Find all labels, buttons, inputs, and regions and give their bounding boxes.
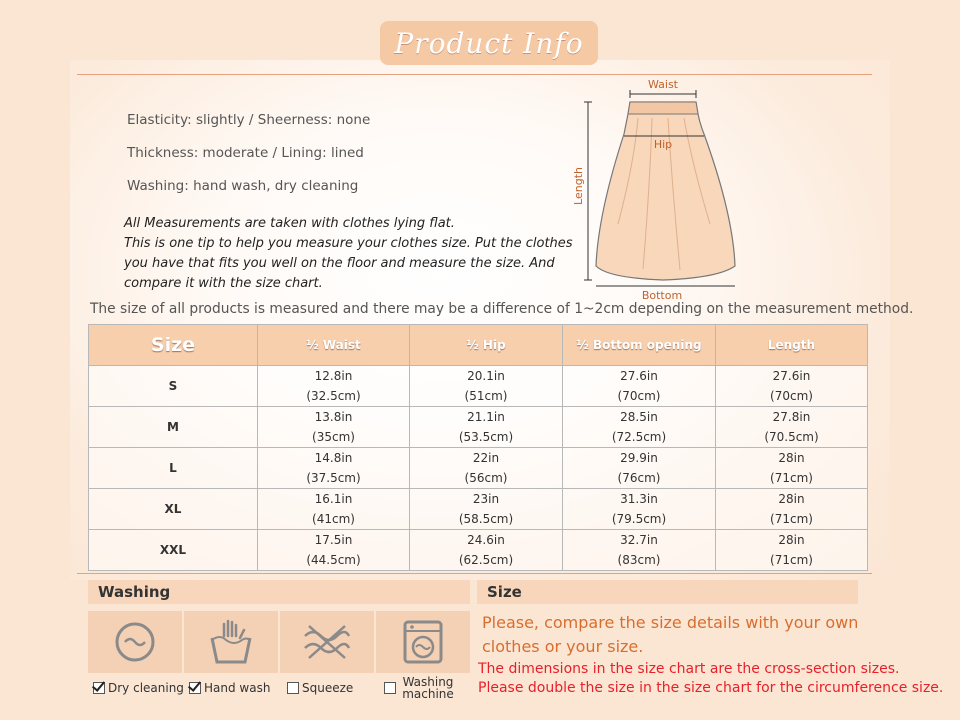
inch-value: 31.3in (620, 492, 658, 506)
washing-machine-tile (376, 611, 470, 673)
hand-wash-option (186, 677, 280, 699)
measurement-note (124, 214, 574, 294)
col-header-waist: ½ Waist (258, 325, 410, 366)
measurement-cell (410, 448, 563, 489)
attribute-elasticity: Elasticity: slightly / Sheerness: none (127, 112, 371, 128)
measurement-cell (563, 448, 716, 489)
hand-wash-label: Hand wash (204, 681, 271, 695)
table-row (89, 366, 868, 407)
inch-value: 28in (778, 533, 805, 547)
cm-value: (71cm) (770, 512, 813, 526)
hand-wash-tile (184, 611, 278, 673)
title-banner (380, 21, 598, 65)
measurement-cell (563, 407, 716, 448)
measurement-cell (716, 530, 868, 571)
attribute-washing: Washing: hand wash, dry cleaning (127, 178, 359, 194)
size-cell: M (89, 407, 258, 448)
measurement-cell (410, 530, 563, 571)
measurement-cell (258, 489, 410, 530)
no-wring-icon (299, 622, 355, 662)
cm-value: (58.5cm) (458, 512, 514, 526)
dry-cleaning-icon (112, 619, 158, 665)
difference-note: The size of all products is measured and there may be a difference of 1~2cm depending on the measurement method. (90, 301, 914, 317)
cm-value: (37.5cm) (306, 471, 361, 485)
dry-cleaning-checkbox (93, 682, 105, 694)
measurement-cell (410, 489, 563, 530)
hip-label: Hip (653, 138, 673, 151)
table-row (89, 448, 868, 489)
washing-machine-checkbox (384, 682, 396, 694)
note-line: All Measurements are taken with clothes lying flat. (124, 216, 455, 231)
measurement-cell (410, 366, 563, 407)
cm-value: (62.5cm) (458, 553, 514, 567)
measurement-cell (563, 489, 716, 530)
washing-machine-option (381, 677, 475, 699)
inch-value: 27.8in (772, 410, 811, 424)
cm-value: (83cm) (617, 553, 661, 567)
length-label: Length (572, 167, 585, 205)
washing-machine-icon (401, 619, 445, 665)
table-row (89, 530, 868, 571)
waistband-icon (628, 102, 698, 114)
inch-value: 28.5in (620, 410, 658, 424)
measurement-cell (258, 366, 410, 407)
cm-value: (70.5cm) (764, 430, 819, 444)
note-line: This is one tip to help you measure your clothes size. Put the clothes (124, 236, 573, 251)
size-cell: S (89, 366, 258, 407)
inch-value: 22in (472, 451, 500, 465)
size-chart-table (88, 324, 868, 571)
dry-cleaning-label: Dry cleaning (108, 681, 184, 695)
hand-wash-checkbox (189, 682, 201, 694)
dry-cleaning-tile (88, 611, 182, 673)
cm-value: (71cm) (770, 553, 813, 567)
squeeze-tile (280, 611, 374, 673)
bottom-label: Bottom (641, 289, 683, 302)
measurement-cell (258, 407, 410, 448)
size-compare-note (482, 611, 858, 659)
bottom-divider (77, 573, 872, 574)
dry-cleaning-option (90, 677, 184, 699)
inch-value: 20.1in (467, 369, 505, 383)
top-divider (77, 74, 872, 75)
size-cell: XXL (89, 530, 258, 571)
cm-value: (56cm) (464, 471, 508, 485)
col-header-length: Length (716, 325, 868, 366)
cm-value: (35cm) (312, 430, 355, 444)
inch-value: 27.6in (620, 369, 658, 383)
measurement-cell (716, 489, 868, 530)
inch-value: 27.6in (772, 369, 811, 383)
inch-value: 21.1in (467, 410, 505, 424)
cross-section-warning: The dimensions in the size chart are the cross-section sizes. (478, 661, 900, 677)
measurement-cell (563, 366, 716, 407)
cm-value: (53.5cm) (458, 430, 514, 444)
cm-value: (32.5cm) (306, 389, 361, 403)
table-row (89, 407, 868, 448)
cm-value: (44.5cm) (306, 553, 361, 567)
col-header-hip: ½ Hip (410, 325, 563, 366)
cm-value: (41cm) (312, 512, 355, 526)
skirt-diagram (568, 74, 738, 304)
measurement-cell (716, 407, 868, 448)
size-heading: Size (477, 580, 858, 604)
hand-wash-icon (206, 618, 256, 666)
inch-value: 16.1in (314, 492, 353, 506)
skirt-shape-icon (596, 102, 735, 280)
cm-value: (79.5cm) (611, 512, 667, 526)
measurement-cell (563, 530, 716, 571)
note-line: compare it with the size chart. (124, 276, 323, 291)
measurement-cell (410, 407, 563, 448)
cm-value: (70cm) (617, 389, 661, 403)
page-title: Product Info (394, 26, 584, 60)
col-header-size: Size (89, 325, 258, 366)
inch-value: 24.6in (467, 533, 505, 547)
cm-value: (76cm) (617, 471, 661, 485)
measurement-cell (258, 448, 410, 489)
attribute-thickness: Thickness: moderate / Lining: lined (127, 145, 364, 161)
inch-value: 32.7in (620, 533, 658, 547)
col-header-bottom-opening: ½ Bottom opening (563, 325, 716, 366)
washing-machine-label: Washing machine (402, 675, 454, 701)
squeeze-checkbox (287, 682, 299, 694)
squeeze-label: Squeeze (302, 681, 354, 695)
waist-label: Waist (647, 78, 679, 91)
cm-value: (72.5cm) (611, 430, 667, 444)
note-line: you have that fits you well on the floor and measure the size. And (124, 256, 555, 271)
inch-value: 13.8in (314, 410, 353, 424)
washing-panel (88, 611, 470, 701)
size-info-line: clothes or your size. (482, 637, 644, 656)
inch-value: 28in (778, 492, 805, 506)
table-row (89, 489, 868, 530)
inch-value: 23in (472, 492, 500, 506)
cm-value: (70cm) (770, 389, 813, 403)
washing-heading: Washing (88, 580, 470, 604)
size-cell: XL (89, 489, 258, 530)
inch-value: 28in (778, 451, 805, 465)
cm-value: (51cm) (464, 389, 508, 403)
measurement-cell (716, 366, 868, 407)
cm-value: (71cm) (770, 471, 813, 485)
size-cell: L (89, 448, 258, 489)
inch-value: 17.5in (314, 533, 353, 547)
squeeze-option (284, 677, 378, 699)
measurement-cell (716, 448, 868, 489)
measurement-cell (258, 530, 410, 571)
circumference-warning: Please double the size in the size chart for the circumference size. (478, 680, 944, 696)
inch-value: 12.8in (314, 369, 353, 383)
size-info-line: Please, compare the size details with your own (482, 613, 859, 632)
inch-value: 29.9in (620, 451, 658, 465)
inch-value: 14.8in (314, 451, 353, 465)
